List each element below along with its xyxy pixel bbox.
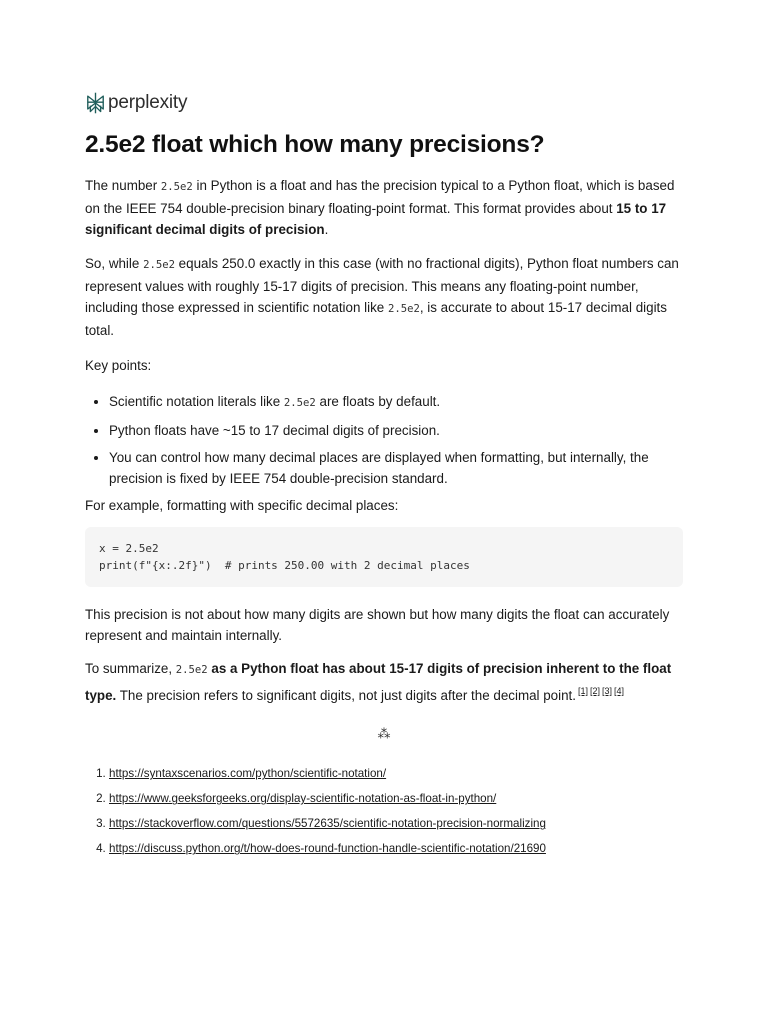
source-item [109, 841, 683, 857]
text: , is accurate to about 15-17 decimal digits total. [85, 300, 667, 339]
text: . [324, 222, 329, 238]
citation-link[interactable]: [4] [614, 686, 625, 697]
text: Scientific notation literals like [109, 393, 284, 409]
citation[interactable] [590, 686, 600, 696]
key-points-list [85, 391, 683, 490]
source-link[interactable]: https://syntaxscenarios.com/python/scientific-notation/ [109, 767, 387, 781]
text: The number [85, 178, 161, 193]
brand-name: perplexity [108, 92, 188, 113]
example-label: For example, formatting with specific decimal places: [85, 498, 399, 514]
text: The precision refers to significant digits, not just digits after the decimal point. [116, 688, 576, 704]
text: are floats by default. [315, 393, 441, 409]
source-item [109, 816, 683, 832]
page-title: 2.5e2 float which how many precisions? [85, 131, 545, 158]
inline-code: 2.5e2 [175, 664, 208, 677]
citation-link[interactable]: [3] [602, 686, 613, 697]
bold-text: as a Python float has about 15-17 digits of precision inherent to the float type. [85, 661, 672, 704]
list-item [109, 447, 683, 489]
text: Python floats have ~15 to 17 decimal digits of precision. [109, 422, 440, 438]
article [85, 86, 683, 866]
citation[interactable] [578, 686, 588, 696]
summary-paragraph [85, 658, 683, 706]
text: To summarize, [85, 661, 176, 677]
list-item [109, 420, 683, 441]
code-line: x = 2.5e2 [99, 541, 159, 555]
paragraph-3: This precision is not about how many digits are shown but how many digits the float can accurately represent and maintain internally. [85, 606, 670, 643]
perplexity-logo-icon [85, 91, 106, 115]
source-link[interactable]: https://stackoverflow.com/questions/5572635/scientific-notation-precision-normalizing [109, 817, 546, 831]
text: equals 250.0 exactly in this case (with no fractional digits), Python float numbers can represent values with roughly 15-17 digits of precision. This means any floating-point number, including those expressed in scientific notation like [85, 255, 679, 316]
bold-text: 15 to 17 significant decimal digits of precision [85, 201, 667, 238]
citation[interactable] [614, 686, 624, 696]
intro-paragraph [85, 175, 683, 241]
text: So, while [85, 255, 144, 271]
paragraph-2 [85, 253, 683, 342]
citation-link[interactable]: [1] [578, 686, 589, 697]
inline-code: 2.5e2 [160, 181, 193, 193]
sources-list [85, 766, 683, 857]
inline-code: 2.5e2 [143, 258, 175, 271]
citation-link[interactable]: [2] [590, 686, 601, 697]
list-item [109, 391, 683, 414]
source-link[interactable]: https://discuss.python.org/t/how-does-round-function-handle-scientific-notation/21690 [109, 842, 546, 856]
source-item [109, 791, 683, 807]
text: You can control how many decimal places are displayed when formatting, but internally, the precision is fixed by IEEE 754 double-precision standard. [109, 450, 649, 487]
code-line: print(f"{x:.2f}") # prints 250.00 with 2 decimal places [99, 558, 470, 572]
brand-header[interactable] [85, 86, 683, 120]
section-separator: ⁂ [377, 726, 391, 742]
source-item [109, 766, 683, 782]
inline-code: 2.5e2 [283, 396, 316, 409]
source-link[interactable]: https://www.geeksforgeeks.org/display-scientific-notation-as-float-in-python/ [109, 792, 497, 806]
inline-code: 2.5e2 [387, 303, 420, 316]
citation[interactable] [602, 686, 612, 696]
code-block[interactable] [85, 527, 683, 587]
key-points-label: Key points: [85, 358, 152, 374]
text: in Python is a float and has the precision typical to a Python float, which is based on the IEEE 754 double-precision binary floating-point format. This format provides about [85, 178, 675, 217]
